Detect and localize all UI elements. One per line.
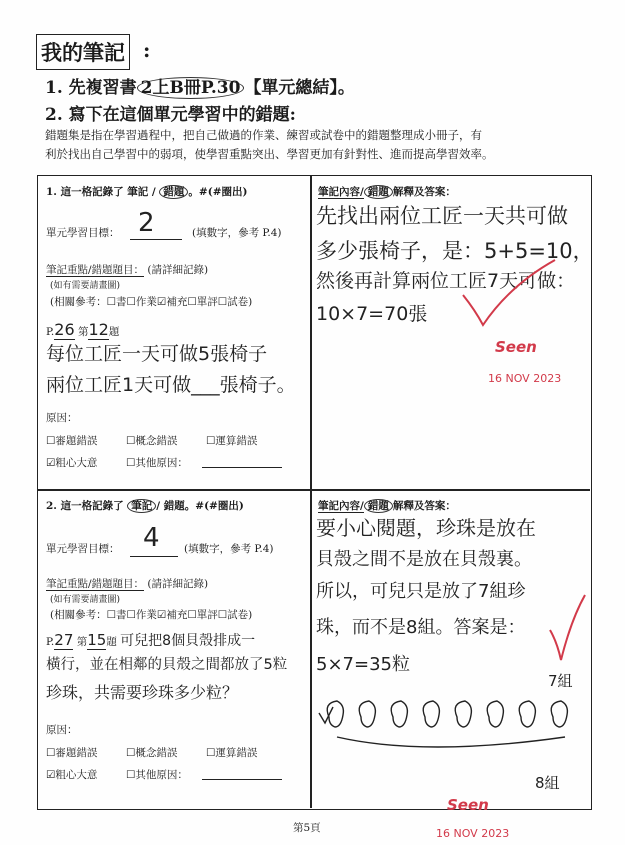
cell1-heading: [46, 184, 247, 199]
cell1-cause-opt4: ☑粗心大意: [46, 457, 98, 469]
cell1-goal-underline: [130, 239, 182, 240]
cell1-cause-label: 原因：: [46, 412, 78, 424]
cell3-cause-opt4: ☑粗心大意: [46, 769, 98, 781]
grading-tick-2: [545, 590, 590, 670]
cell3-focus-row: [46, 576, 208, 591]
book-reference: 2上B冊P.30: [137, 77, 245, 99]
cell3-page-value: 27: [54, 631, 74, 649]
cell3-heading-prefix: 2. 這一格記錄了: [46, 500, 124, 512]
cell3-cause-opt1: ☐審題錯誤: [46, 747, 98, 759]
cell1-cause-opt5: ☐其他原因：: [126, 457, 188, 469]
cell4-handwriting-5: 5×7=35粒: [316, 654, 410, 675]
shell-icon: [391, 701, 407, 727]
check-icon: [319, 707, 333, 723]
cell1-handwriting-2: 兩位工匠1天可做___張椅子。: [46, 374, 296, 396]
cell1-focus-row: [46, 262, 208, 277]
title-colon: :: [143, 38, 151, 62]
cell3-heading-suffix: / 錯題。#(#圈出): [156, 500, 244, 512]
cell4-heading-suffix: 解釋及答案：: [392, 500, 456, 512]
cell1-heading-prefix: 1. 這一格記錄了 筆記 /: [46, 186, 156, 198]
cell3-focus-hint: (請詳細記錄): [147, 578, 209, 590]
cell3-handwriting-2: 珍珠，共需要珍珠多少粒？: [46, 683, 239, 702]
instruction-2: 2. 寫下在這個單元學習中的錯題:: [45, 105, 296, 125]
intro-line-2: 利於找出自己學習中的弱項，使學習重點突出、學習更加有針對性、進而提高學習效率。: [45, 147, 494, 161]
instruction-1: [45, 73, 355, 98]
cell1-focus-label: 筆記重點/錯題題目：: [46, 264, 145, 276]
cell1-goal-label: 單元學習目標：: [46, 227, 120, 239]
cell3-cause-opt3: ☐運算錯誤: [206, 747, 258, 759]
date-stamp-2: 16 NOV 2023: [436, 827, 510, 840]
cell2-handwriting-2: 多少張椅子，是：5+5=10，: [316, 239, 594, 263]
shell-icon: [519, 701, 535, 727]
seen-stamp-2: Seen: [447, 796, 489, 814]
shells-diagram: [315, 695, 585, 775]
shell-icon: [551, 701, 567, 727]
grid-divider-horizontal: [37, 489, 590, 491]
page-number: 第5頁: [293, 822, 321, 834]
cell1-other-blank: [202, 467, 282, 468]
cell3-goal-value: 4: [143, 523, 160, 553]
cell1-goal-row: [46, 225, 120, 240]
grading-tick-1: [455, 255, 565, 335]
cell1-cause-opt3: ☐運算錯誤: [206, 435, 258, 447]
cell3-q-value: 15: [87, 631, 107, 649]
intro-line-1: 錯題集是指在學習過程中，把自己做過的作業、練習或試卷中的錯題整理成小冊子，有: [45, 128, 482, 142]
cell3-page-prefix: P.: [46, 636, 55, 648]
cell2-heading: [318, 184, 456, 199]
date-stamp-1: 16 NOV 2023: [488, 372, 562, 385]
cell3-goal-hint: (填數字，參考 P.4): [184, 543, 274, 555]
cell1-heading-circled: 錯題: [159, 185, 188, 199]
cell3-goal-label: 單元學習目標：: [46, 543, 120, 555]
cell4-handwriting-3: 所以，可兒只是放了7組珍: [316, 581, 526, 602]
cell1-goal-value: 2: [138, 208, 155, 238]
cell1-cause-opt1: ☐審題錯誤: [46, 435, 98, 447]
cell3-handwriting-1: 橫行，並在相鄰的貝殼之間都放了5粒: [46, 657, 288, 673]
cell3-handwriting-q1: 可兒把8個貝殼排成一: [120, 633, 256, 649]
cell3-reference: (相關參考：☐書☐作業☑補充☐單評☐試卷): [50, 609, 253, 621]
cell2-heading-suffix: 解釋及答案：: [392, 186, 456, 198]
cell3-q-suffix: 題: [106, 636, 117, 648]
brace-icon: [337, 737, 565, 747]
cell1-reference: (相關參考：☐書☐作業☑補充☐單評☐試卷): [50, 296, 253, 308]
cell1-q-value: 12: [88, 320, 109, 339]
shell-icon: [359, 701, 375, 727]
cell3-q-prefix: 第: [76, 636, 88, 648]
cell4-handwriting-2: 貝殼之間不是放在貝殼裏。: [316, 549, 532, 570]
cell3-cause-opt2: ☐概念錯誤: [126, 747, 178, 759]
cell1-page-prefix: P.: [46, 326, 55, 338]
cell1-question-ref: [46, 320, 119, 339]
shell-icon: [455, 701, 471, 727]
cell4-heading-prefix: 筆記內容/: [318, 500, 364, 512]
cell3-heading-circled: 筆記: [127, 499, 156, 513]
cell1-cause-opt2: ☐概念錯誤: [126, 435, 178, 447]
seen-stamp-1: Seen: [495, 338, 537, 356]
cell2-handwriting-4: 10×7=70張: [316, 303, 428, 325]
cell3-goal-underline: [130, 556, 178, 557]
cell4-handwriting-1: 要小心閱題，珍珠是放在: [316, 516, 536, 540]
cell3-cause-label: 原因：: [46, 724, 78, 736]
cell1-focus-hint: (請詳細記錄): [147, 264, 209, 276]
cell1-handwriting-1: 每位工匠一天可做5張椅子: [46, 343, 268, 365]
cell4-heading-circled: 錯題: [364, 499, 393, 513]
instruction-1-prefix: 1. 先複習書: [45, 78, 137, 98]
cell1-draw-hint: (如有需要請畫圖): [50, 281, 121, 291]
cell1-page-value: 26: [54, 320, 75, 339]
cell1-goal-hint: (填數字，參考 P.4): [192, 227, 282, 239]
cell2-handwriting-1: 先找出兩位工匠一天共可做: [316, 204, 568, 228]
cell1-q-suffix: 題: [108, 326, 120, 338]
intro-paragraph: [45, 126, 590, 164]
cell2-heading-circled: 錯題: [364, 185, 393, 199]
cell1-heading-suffix: 。#(#圈出): [188, 186, 248, 198]
cell1-q-prefix: 第: [77, 326, 89, 338]
cell2-heading-prefix: 筆記內容/: [318, 186, 364, 198]
cell3-heading: [46, 498, 244, 513]
label-7-groups: 7組: [548, 672, 573, 690]
label-8-groups: 8組: [535, 774, 560, 792]
shell-icon: [423, 701, 439, 727]
shell-icon: [487, 701, 503, 727]
cell4-heading: [318, 498, 456, 513]
cell3-focus-label: 筆記重點/錯題題目：: [46, 578, 145, 590]
grid-divider-vertical: [310, 175, 312, 808]
page-title: 我的筆記: [36, 34, 130, 70]
cell3-draw-hint: (如有需要請畫圖): [50, 595, 121, 605]
cell4-handwriting-4: 珠，而不是8組。答案是：: [316, 617, 526, 638]
cell2-handwriting-3: 然後再計算兩位工匠7天可做：: [316, 270, 576, 292]
cell3-other-blank: [202, 779, 282, 780]
cell3-cause-opt5: ☐其他原因：: [126, 769, 188, 781]
instruction-1-suffix: 【單元總結】。: [244, 78, 355, 98]
cell3-question-ref: [46, 630, 255, 650]
